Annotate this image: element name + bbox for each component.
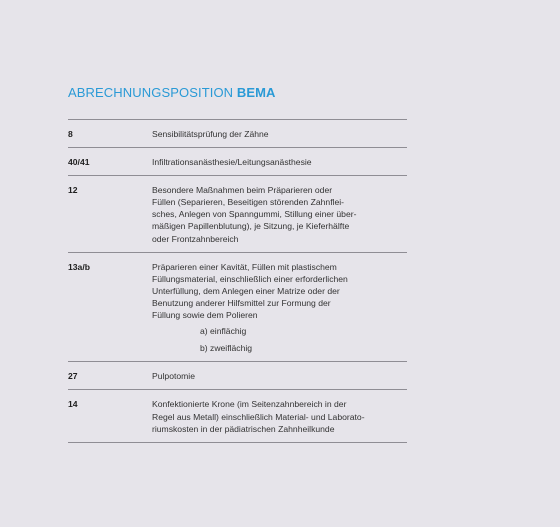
- position-description: [152, 261, 407, 355]
- description-line: Füllung sowie dem Polieren: [152, 310, 258, 321]
- heading-emphasis: BEMA: [236, 85, 276, 100]
- description-line: Besondere Maßnahmen beim Präparieren oder: [152, 185, 333, 196]
- table-row: [68, 362, 407, 390]
- description-line: Unterfüllung, dem Anlegen einer Matrize oder der: [152, 285, 340, 296]
- description-line: Präparieren einer Kavität, Füllen mit plastischem: [152, 261, 337, 272]
- position-description: [152, 184, 407, 244]
- billing-position-table: [68, 119, 407, 443]
- sub-option: b) zweiflächig: [200, 343, 253, 354]
- description-line: Sensibilitätsprüfung der Zähne: [152, 129, 269, 139]
- position-description: [152, 370, 407, 382]
- position-code: 14: [68, 399, 78, 410]
- position-code: 12: [68, 185, 78, 196]
- table-row: [68, 148, 407, 176]
- description-line: Konfektionierte Krone (im Seitenzahnbereich in der: [152, 399, 347, 410]
- position-code: 27: [68, 371, 78, 382]
- table-row: [68, 176, 407, 252]
- position-code: 40/41: [68, 157, 90, 168]
- description-line: Infiltrationsanästhesie/Leitungsanästhesie: [152, 157, 312, 168]
- description-line: sches, Anlegen von Spanngummi, Stillung einer über-: [152, 209, 357, 220]
- description-line: Füllen (Separieren, Beseitigen störenden Zahnflei-: [152, 197, 345, 208]
- description-line: oder Frontzahnbereich: [152, 233, 239, 244]
- position-code: 8: [68, 129, 73, 139]
- table-row: [68, 253, 407, 363]
- sub-option: a) einflächig: [200, 326, 247, 337]
- description-line: Regel aus Metall) einschließlich Material- und Laborato-: [152, 411, 365, 422]
- table-row: [68, 120, 407, 148]
- position-code: 13a/b: [68, 261, 90, 272]
- description-line: Benutzung anderer Hilfsmittel zur Formung der: [152, 297, 331, 308]
- position-description: [152, 398, 407, 434]
- position-description: [152, 156, 407, 168]
- section-heading: [68, 85, 276, 100]
- heading-prefix: ABRECHNUNGSPOSITION: [68, 85, 237, 100]
- description-line: Füllungsmaterial, einschließlich einer erforderlichen: [152, 273, 348, 284]
- description-line: Pulpotomie: [152, 371, 195, 382]
- description-line: riumskosten in der pädiatrischen Zahnheilkunde: [152, 423, 335, 434]
- table-row: [68, 390, 407, 442]
- description-line: mäßigen Papillenblutung), je Sitzung, je Kieferhälfte: [152, 221, 350, 232]
- position-description: [152, 128, 407, 140]
